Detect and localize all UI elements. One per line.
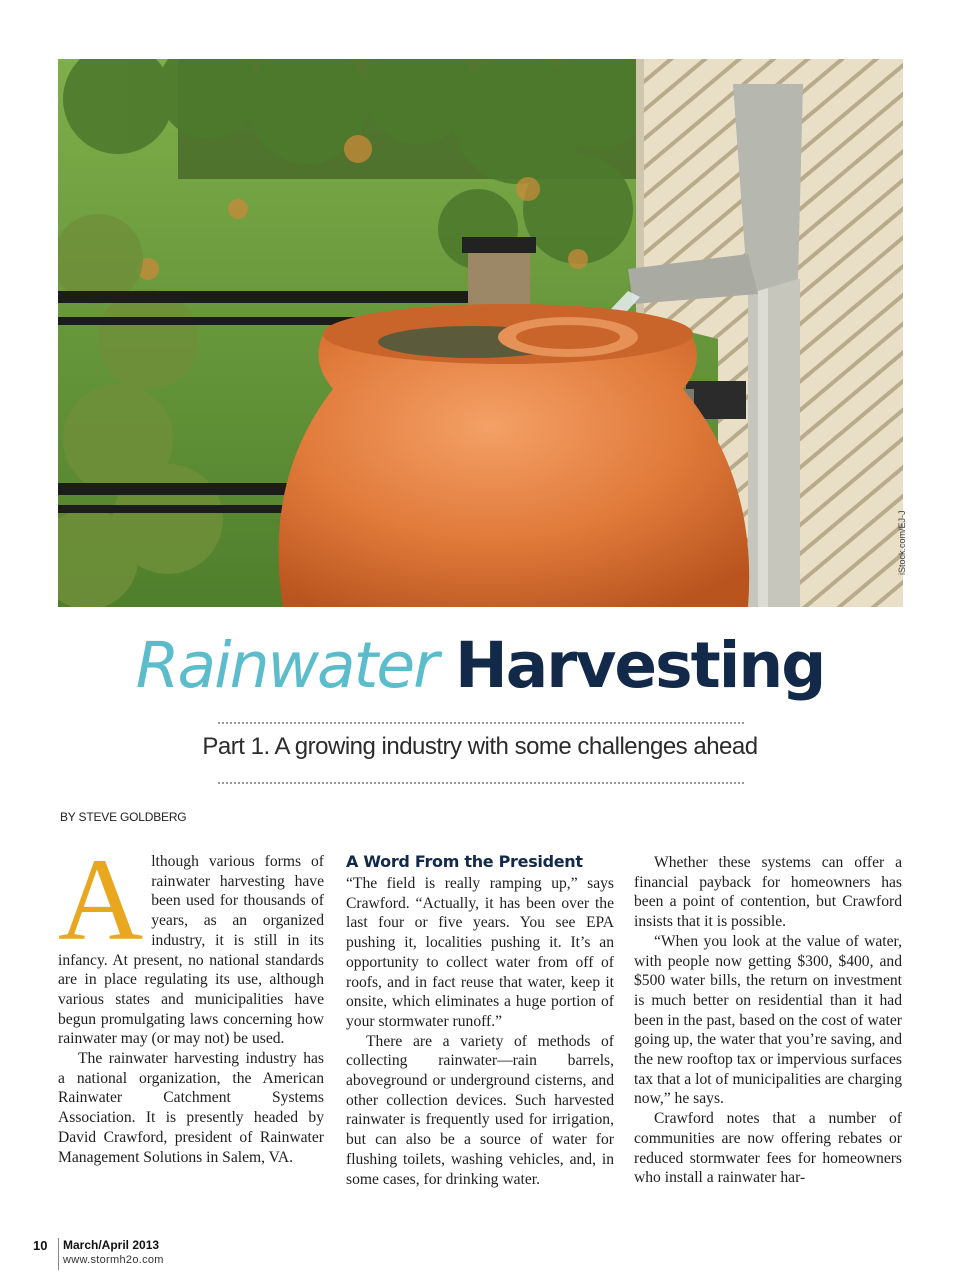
article-subtitle: Part 1. A growing industry with some challenges ahead: [202, 733, 758, 760]
section-heading: A Word From the President: [346, 852, 583, 871]
hero-photo: [58, 59, 903, 607]
col3-paragraph-1: Whether these systems can offer a financial payback for homeowners has been a point of contention, but Crawford insists that it is possible.: [634, 854, 902, 931]
col2-paragraph-2: There are a variety of methods of collecting rainwater—rain barrels, aboveground or underground cisterns, and other collection devices. Such harvested rainwater is frequently used for irrigation, but can also be a source of water for flushing toilets, washing vehicles, and, in some cases, for drinking water.: [346, 1032, 614, 1188]
byline: BY STEVE GOLDBERG: [60, 810, 187, 824]
top-dotted-rule: [218, 722, 744, 724]
title-light-word: Rainwater: [135, 629, 437, 702]
column-3: [634, 853, 902, 1188]
bottom-dotted-rule: [218, 782, 744, 784]
photo-credit: iStock.com/EJ-J: [897, 510, 907, 575]
col3-paragraph-3: Crawford notes that a number of communities are now offering rebates or reduced stormwater fees for homeowners who install a rainwater har-: [634, 1110, 902, 1187]
col1-paragraph-2: The rainwater harvesting industry has a national organization, the American Rainwater Catchment Systems Association. It is presently headed by David Crawford, president of Rainwater Management Solutions in Salem, VA.: [58, 1050, 324, 1166]
issue-date: March/April 2013: [63, 1238, 160, 1252]
title-bold-word: Harvesting: [455, 629, 825, 702]
page-number: 10: [33, 1238, 48, 1253]
rain-barrel-illustration: [58, 59, 903, 607]
column-2: [346, 852, 614, 1189]
col1-paragraph-1: lthough various forms of rainwater harvesting have been used for thousands of years, as an organized industry, it is still in its infancy. At present, no national standards are in place regulating its use, although various states and municipalities have begun promulgating laws concerning how rainwater may (or may not) be used.: [58, 853, 324, 1048]
col2-paragraph-1: “The field is really ramping up,” says Crawford. “Actually, it has been over the last four or five years. You see EPA pushing it, localities pushing it. It’s an opportunity to collect water from off of roofs, and in fact reuse that water, keep it onsite, which eliminates a huge portion of your stormwater runoff.”: [346, 875, 614, 1030]
article-title: [0, 626, 960, 706]
column-1: [58, 834, 324, 1167]
col3-paragraph-2: “When you look at the value of water, with people now getting $300, $400, and $500 water bills, the return on investment is much better on residential than it had been in the past, based on the cost of water going up, the water that you’re saving, and the new rooftop tax or impervious surfaces tax that a lot of municipalities are charging now,” he says.: [634, 932, 902, 1108]
footer-divider: [58, 1238, 59, 1270]
drop-cap: A: [58, 834, 144, 965]
website-link[interactable]: www.stormh2o.com: [63, 1254, 164, 1266]
